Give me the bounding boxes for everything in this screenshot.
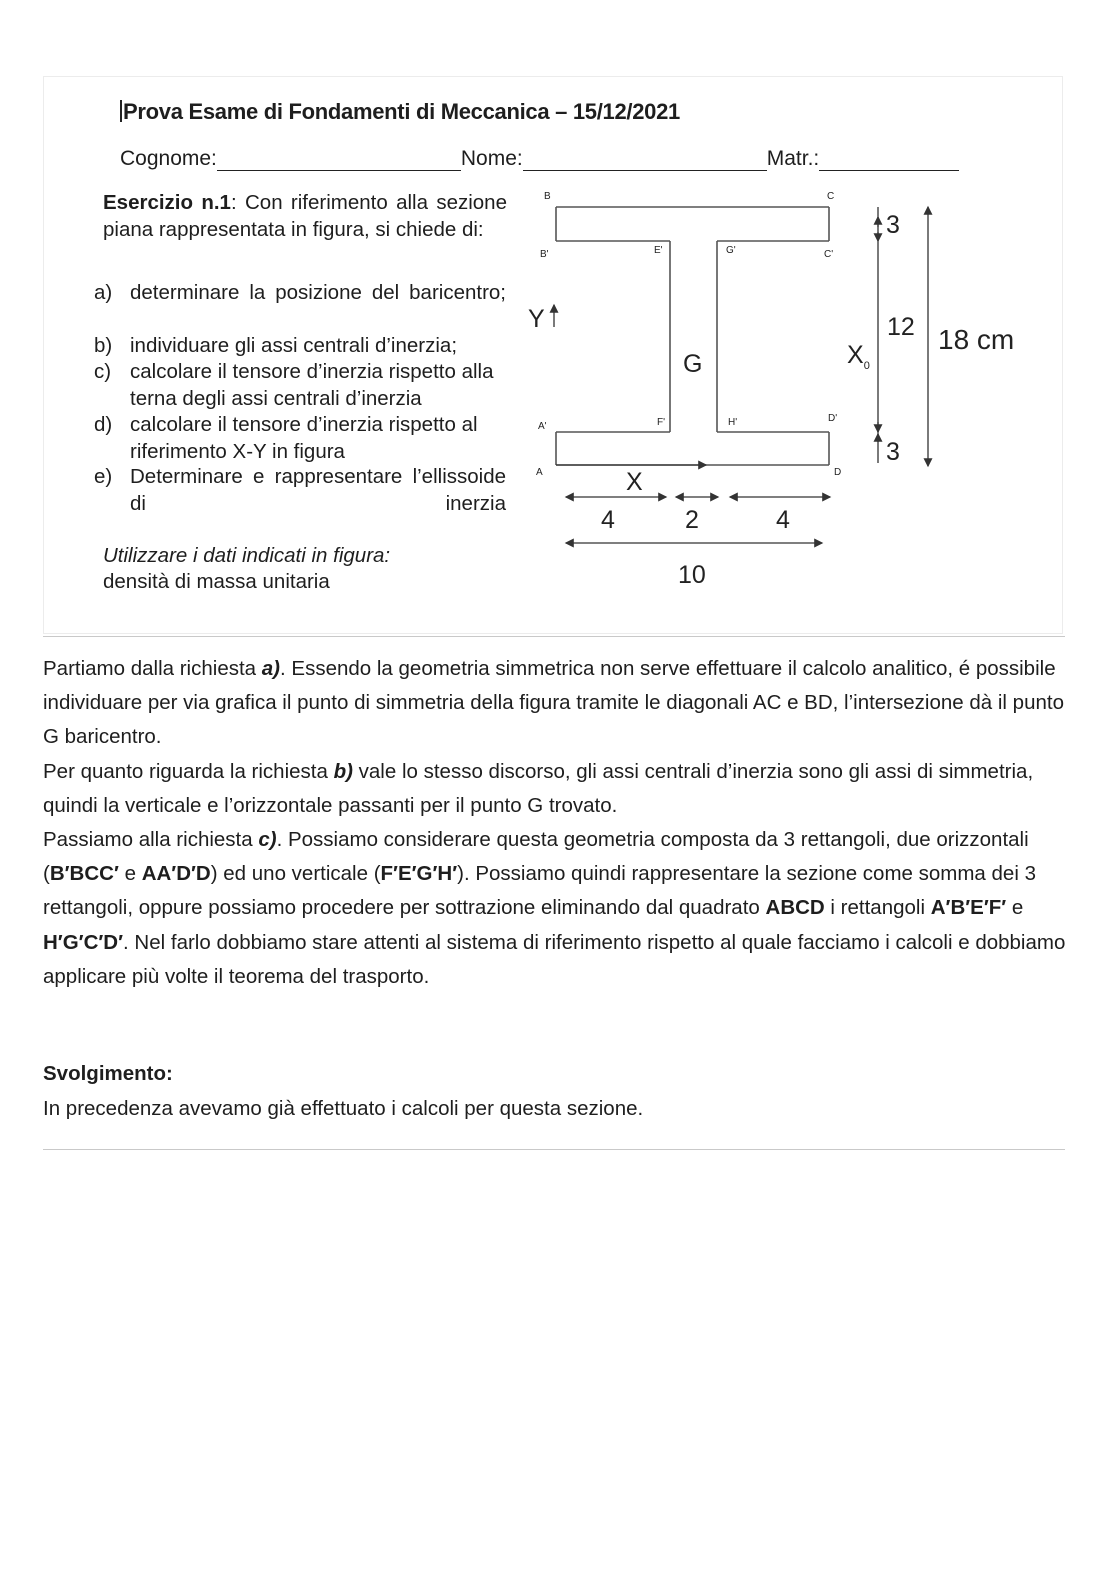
x0-axis-label: $X_0$ [847,341,870,372]
point-d: D [834,467,842,478]
point-b1: B' [540,249,549,260]
section-heading: Svolgimento: [43,1062,173,1085]
horizontal-dimension-labels [601,506,790,589]
task-b: b) individuare gli assi centrali d’inerzia; [94,334,458,357]
point-c: C [827,191,835,202]
explanation-text [43,652,1073,994]
exercise-intro-text: : Con riferimento alla sezione piana rappresentata in figura, si chiede di: [103,191,507,241]
dim-w-total: 10 [678,561,706,589]
dim-w-mid: 2 [685,506,699,534]
point-c1: C' [824,249,834,260]
i-section-outline [556,207,829,465]
task-c: c) calcolare il tensore d’inerzia rispetto alla terna degli assi centrali d’inerzia [94,360,494,410]
name-label: Nome: [460,147,523,170]
centroid-label: G [683,350,703,378]
task-e: e) Determinare e rappresentare l’ellissoide di inerzia [94,465,506,515]
x-axis-label: X [626,468,643,496]
point-labels [536,191,841,478]
dim-w-right: 4 [776,506,790,534]
point-h1: H' [728,417,738,428]
note-line-1: Utilizzare i dati indicati in figura: [103,544,391,567]
paragraph-3: Passiamo alla richiesta c). Possiamo considerare questa geometria composta da 3 rettangoli, due orizzontali (B′BCC′ e AA′D′D) ed uno verticale (F′E′G′H′). Possiamo quindi rappresentare la sezione come somma dei 3 rettangoli, oppure possiamo procedere per sottrazione eliminando dal quadrato ABCD i rettangoli A′B′E′F′ e H′G′C′D′. Nel farlo dobbiamo stare attenti al sistema di riferimento rispetto al quale facciamo i calcoli e dobbiamo applicare più volte il teorema del trasporto. [43,828,1066,988]
point-f1: F' [657,417,666,428]
section-text: In precedenza avevamo già effettuato i calcoli per questa sezione. [43,1097,644,1120]
matr-label: Matr.: [766,147,820,170]
dim-middle: 12 [887,313,915,341]
i-section-figure [44,77,1064,635]
paragraph-1: Partiamo dalla richiesta a). Essendo la geometria simmetrica non serve effettuare il calcolo analitico, é possibile individuare per via grafica il punto di simmetria della figura tramite le diagonali AC e BD, l’intersezione dà il punto G baricentro. [43,657,1064,749]
surname-label: Cognome: [120,147,217,170]
point-g1: G' [726,245,736,256]
vertical-dimension-labels [886,211,1014,466]
dim-bottom: 3 [886,438,900,466]
point-e1: E' [654,245,663,256]
dim-w-left: 4 [601,506,615,534]
exercise-label: Esercizio n.1 [103,191,231,214]
divider-top [43,636,1065,637]
paragraph-2: Per quanto riguarda la richiesta b) vale lo stesso discorso, gli assi centrali d’inerzia sono gli assi di simmetria, quindi la verticale e l’orizzontale passanti per il punto G trovato. [43,759,1034,817]
point-a1: A' [538,421,547,432]
point-d1: D' [828,413,838,424]
dim-top: 3 [886,211,900,239]
task-a: a) determinare la posizione del baricentro; [94,281,506,304]
point-a: A [536,467,543,478]
task-d: d) calcolare il tensore d’inerzia rispetto al riferimento X-Y in figura [94,413,478,463]
exam-title: Prova Esame di Fondamenti di Meccanica – 15/12/2021 [120,99,680,125]
point-b: B [544,191,551,202]
exam-sheet-image [43,76,1063,634]
note-line-2: densità di massa unitaria [103,570,330,593]
y-axis-label: Y [528,305,545,333]
divider-bottom [43,1149,1065,1150]
dim-total: 18 cm [938,324,1015,355]
